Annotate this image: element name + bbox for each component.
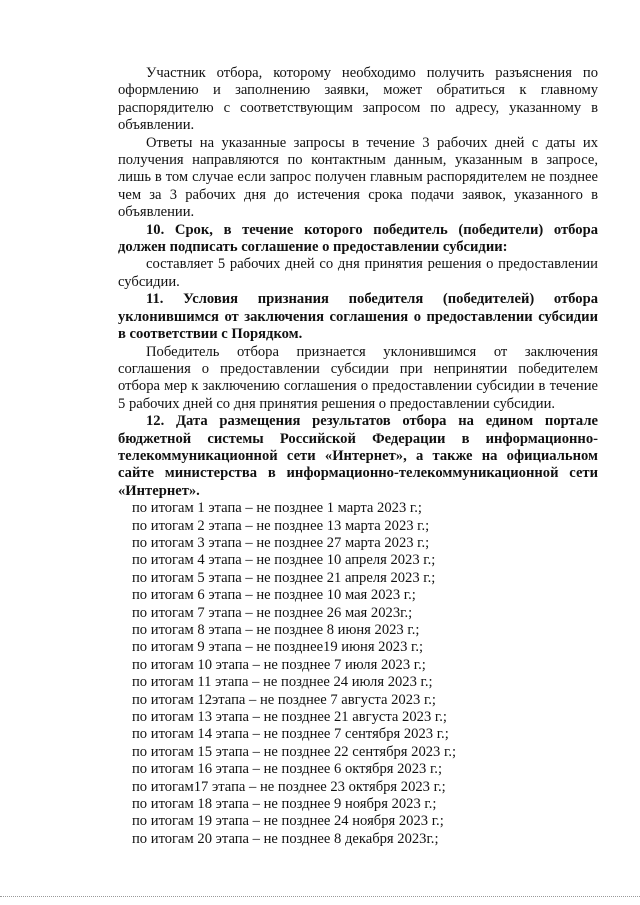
- stage-item: по итогам 12этапа – не позднее 7 августа 2023 г.;: [132, 691, 436, 708]
- stage-item: по итогам 15 этапа – не позднее 22 сентября 2023 г.;: [132, 743, 457, 760]
- paragraph-response-timing: Ответы на указанные запросы в течение 3 рабочих дней с даты их получения направляются по контактным данным, указанным в запросе, лишь в том случае если запрос получен главным распорядителем не позднее чем за 3 рабочих дня до истечения срока подачи заявок, указанного в объявлении.: [118, 134, 598, 221]
- document-body: [118, 65, 598, 848]
- stage-item: по итогам 14 этапа – не позднее 7 сентября 2023 г.;: [132, 726, 449, 743]
- stage-item: по итогам 18 этапа – не позднее 9 ноября 2023 г.;: [132, 796, 437, 813]
- page-bottom-divider: [0, 896, 640, 897]
- paragraph-evasion-conditions: Победитель отбора признается уклонившимся от заключения соглашения о предоставлении субсидии при непринятии победителем отбора мер к заключению соглашения о предоставлении субсидии в течение 5 рабочих дней со дня принятия решения о предоставлении субсидии.: [118, 343, 598, 412]
- section-11-heading: 11. Условия признания победителя (победителей) отбора уклонившимся от заключения соглашения о предоставлении субсидии в соответствии с Порядком.: [118, 291, 598, 343]
- stage-item: по итогам 19 этапа – не позднее 24 ноября 2023 г.;: [132, 813, 444, 830]
- stage-item: по итогам 7 этапа – не позднее 26 мая 2023г.;: [132, 604, 413, 621]
- stage-item: по итогам 10 этапа – не позднее 7 июля 2023 г.;: [132, 656, 426, 673]
- paragraph-clarification-request: Участник отбора, которому необходимо получить разъяснения по оформлению и заполнению заявки, может обратиться к главному распорядителю с соответствующим запросом по адресу, указанному в объявлении.: [118, 65, 598, 134]
- stage-item: по итогам 5 этапа – не позднее 21 апреля 2023 г.;: [132, 569, 436, 586]
- stage-item: по итогам17 этапа – не позднее 23 октября 2023 г.;: [132, 778, 446, 795]
- stage-results-list: [118, 500, 598, 848]
- stage-item: по итогам 20 этапа – не позднее 8 декабря 2023г.;: [132, 830, 439, 847]
- stage-item: по итогам 16 этапа – не позднее 6 октября 2023 г.;: [132, 761, 443, 778]
- stage-item: по итогам 6 этапа – не позднее 10 мая 2023 г.;: [132, 587, 416, 604]
- section-12-heading: 12. Дата размещения результатов отбора на едином портале бюджетной системы Российской Федерации в информационно-телекоммуникационной сети «Интернет», а также на официальном сайте министерства в информационно-телекоммуникационной сети «Интернет».: [118, 413, 598, 499]
- stage-item: по итогам 11 этапа – не позднее 24 июля 2023 г.;: [132, 674, 433, 691]
- stage-item: по итогам 8 этапа – не позднее 8 июня 2023 г.;: [132, 622, 420, 638]
- stage-item: по итогам 9 этапа – не позднее19 июня 2023 г.;: [132, 639, 424, 656]
- section-10-heading: 10. Срок, в течение которого победитель (победители) отбора должен подписать соглашение о предоставлении субсидии:: [118, 221, 598, 256]
- stage-item: по итогам 4 этапа – не позднее 10 апреля 2023 г.;: [132, 552, 436, 569]
- stage-item: по итогам 1 этапа – не позднее 1 марта 2023 г.;: [132, 500, 422, 517]
- paragraph-signing-term: составляет 5 рабочих дней со дня принятия решения о предоставлении субсидии.: [118, 256, 598, 290]
- stage-item: по итогам 13 этапа – не позднее 21 августа 2023 г.;: [132, 709, 447, 726]
- stage-item: по итогам 2 этапа – не позднее 13 марта 2023 г.;: [132, 517, 430, 534]
- stage-item: по итогам 3 этапа – не позднее 27 марта 2023 г.;: [132, 534, 430, 551]
